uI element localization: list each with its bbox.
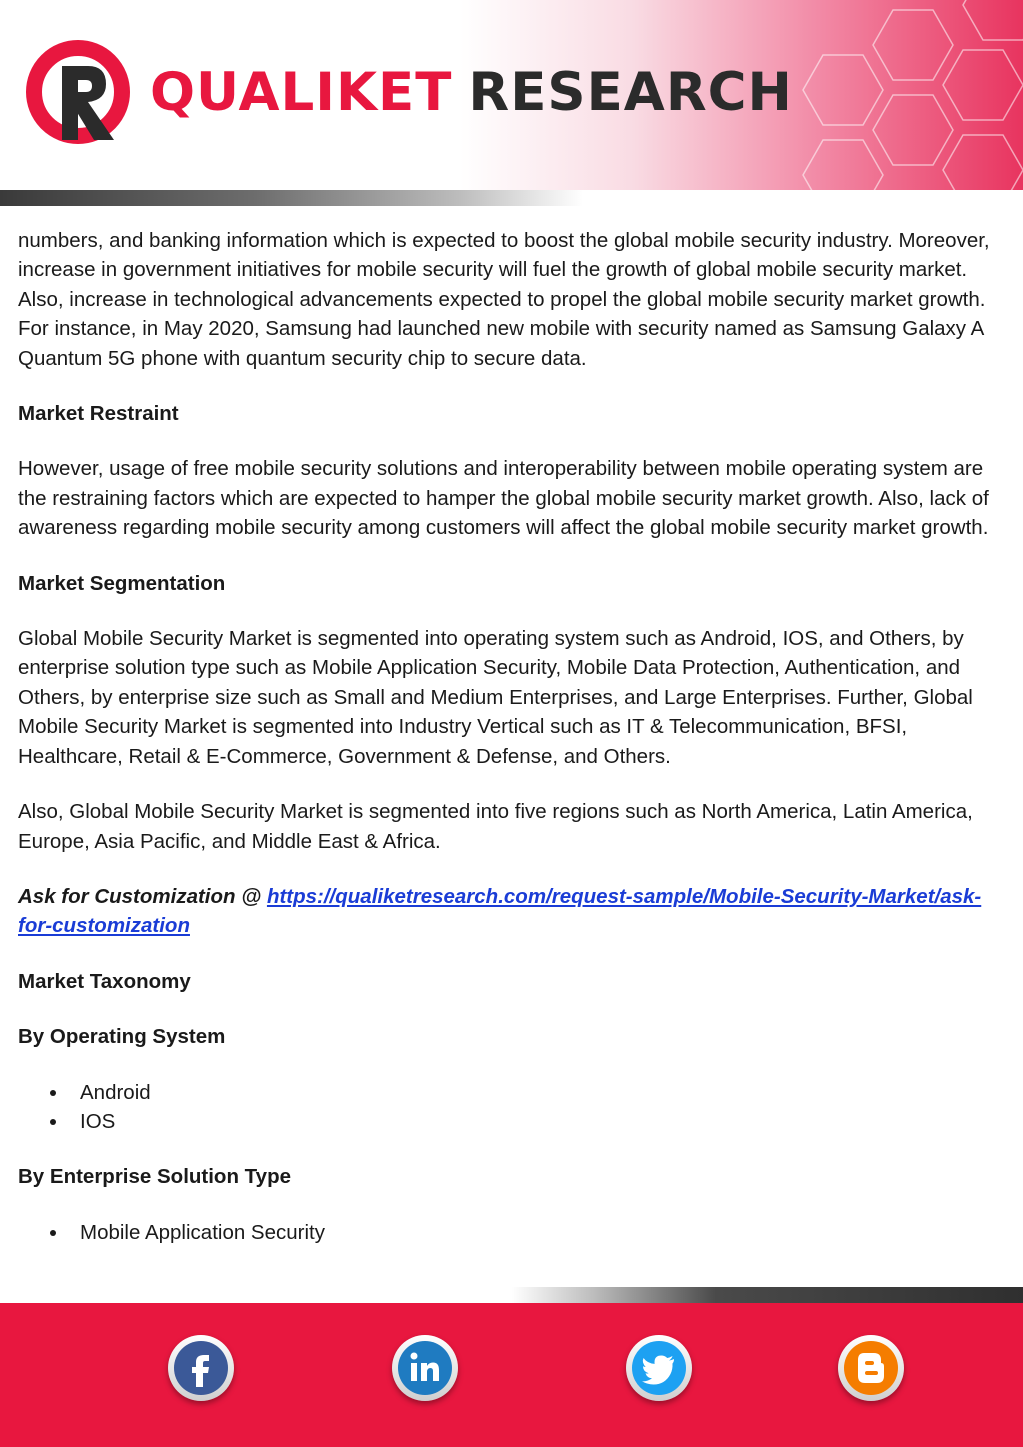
market-segmentation-paragraph: Global Mobile Security Market is segmented into operating system such as Android, IOS, and Others, by enterprise solution type such as Mobile Application Security, Mobile Data Protection, Authentication, and Others, by enterprise size such as Small and Medium Enterprises, and Large Enterprises. Further, Global Mobile Security Market is segmented into Industry Vertical such as IT & Telecommunication, BFSI, Healthcare, Retail & E-Commerce, Government & Defense, and Others.: [18, 627, 973, 768]
market-restraint-paragraph: However, usage of free mobile security solutions and interoperability between mobile operating system are the restraining factors which are expected to hamper the global mobile security market growth. Also, lack of awareness regarding mobile security among customers will affect the global mobile security market growth.: [18, 457, 989, 540]
enterprise-solution-heading: By Enterprise Solution Type: [18, 1165, 291, 1189]
article-body: [18, 226, 1008, 1273]
facebook-icon: [174, 1341, 228, 1395]
operating-system-heading: By Operating System: [18, 1025, 226, 1049]
footer-divider-bar: [0, 1287, 1023, 1303]
customization-cta: [18, 882, 1008, 941]
facebook-button[interactable]: [168, 1335, 234, 1401]
market-taxonomy-heading: Market Taxonomy: [18, 969, 191, 993]
market-segmentation-heading: Market Segmentation: [18, 571, 226, 595]
brand-name: [150, 58, 793, 128]
enterprise-solution-list: [18, 1218, 1008, 1247]
linkedin-icon: [398, 1341, 452, 1395]
twitter-icon: [632, 1341, 686, 1395]
regions-paragraph: Also, Global Mobile Security Market is segmented into five regions such as North America, Latin America, Europe, Asia Pacific, and Middle East & Africa.: [18, 800, 973, 853]
blogger-button[interactable]: [838, 1335, 904, 1401]
customization-link[interactable]: https://qualiketresearch.com/request-sample/Mobile-Security-Market/ask-for-customization: [18, 884, 982, 938]
twitter-button[interactable]: [626, 1335, 692, 1401]
blogger-icon: [844, 1341, 898, 1395]
qualiket-logo-icon: [22, 36, 140, 154]
brand-word-qualiket: QUALIKET: [150, 62, 453, 123]
header-divider-bar: [0, 190, 1023, 206]
linkedin-button[interactable]: [392, 1335, 458, 1401]
brand-word-research: RESEARCH: [468, 62, 793, 123]
page-header: [0, 0, 1023, 190]
operating-system-list: [18, 1078, 1008, 1137]
customization-label: Ask for Customization @: [18, 884, 267, 908]
list-item: IOS: [80, 1107, 1008, 1136]
intro-paragraph: numbers, and banking information which is expected to boost the global mobile security industry. Moreover, increase in government initiatives for mobile security will fuel the growth of global mobile security market. Also, increase in technological advancements expected to propel the global mobile security market growth. For instance, in May 2020, Samsung had launched new mobile with security named as Samsung Galaxy A Quantum 5G phone with quantum security chip to secure data.: [18, 229, 990, 370]
list-item: Android: [80, 1078, 1008, 1107]
list-item: Mobile Application Security: [80, 1218, 1008, 1247]
market-restraint-heading: Market Restraint: [18, 402, 179, 426]
